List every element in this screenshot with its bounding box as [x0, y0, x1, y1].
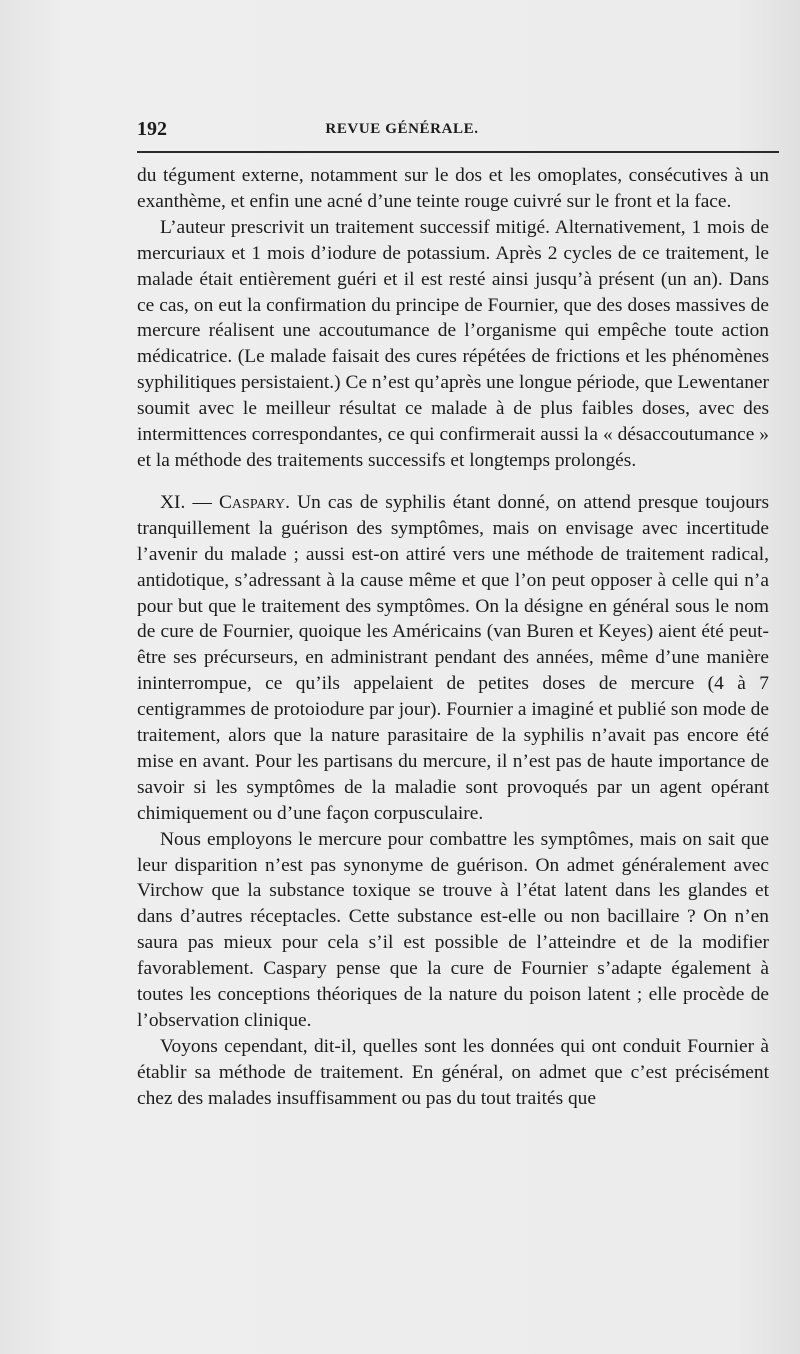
running-title: REVUE GÉNÉRALE. [325, 121, 479, 137]
page-header [137, 118, 777, 144]
section-number: XI. — [160, 491, 219, 513]
section-xi-paragraph [137, 490, 769, 827]
header-rule [137, 151, 779, 153]
paragraph-mercure: Nous employons le mercure pour combattre les symptômes, mais on sait que leur disparition n’est pas synonyme de guérison. On admet généralement avec Virchow que la substance toxique se trouve à l’état latent dans les glandes et dans d’autres réceptacles. Cette substance est-elle ou non bacillaire ? On n’en saura pas mieux pour cela s’il est possible de l’atteindre et de la modifier favorablement. Caspary pense que la cure de Fournier s’adapte également à toutes les conceptions théoriques de la nature du poison latent ; elle procède de l’observation clinique. [137, 828, 769, 1031]
paragraph-voyons: Voyons cependant, dit-il, quelles sont les données qui ont conduit Fournier à établir sa méthode de traitement. En général, on admet que c’est précisément chez des malades insuffisamment ou pas du tout traités que [137, 1035, 769, 1109]
page-number: 192 [137, 118, 167, 140]
section-text: . Un cas de syphilis étant donné, on attend presque toujours tranquillement la guérison des symptômes, mais on envisage avec incertitude l’avenir du malade ; aussi est-on attiré vers une méthode de traitement radical, antidotique, s’adressant à la cause même et que l’on peut opposer à celle qui n’a pour but que le traitement des symptômes. On la désigne en général sous le nom de cure de Fournier, quoique les Américains (van Buren et Keyes) aient été peut-être ses précurseurs, en administrant pendant des années, même d’une manière ininterrompue, ce qu’ils appelaient de petites doses de mercure (4 à 7 centigrammes de protoiodure par jour). Fournier a imaginé et publié son mode de traitement, alors que la nature parasitaire de la syphilis n’avait pas encore été mise en avant. Pour les partisans du mercure, il n’est pas de haute importance de savoir si les symptômes de la maladie sont provoqués par un agent opérant chimiquement ou d’une façon corpusculaire. [137, 491, 769, 824]
paragraph-treatment: L’auteur prescrivit un traitement successif mitigé. Alternativement, 1 mois de mercuriaux et 1 mois d’iodure de potassium. Après 2 cycles de ce traitement, le malade était entièrement guéri et il est resté ainsi jusqu’à présent (un an). Dans ce cas, on eut la confirmation du principe de Fournier, que des doses massives de mercure réalisent une accoutumance de l’organisme qui empêche toute action médicatrice. (Le malade faisait des cures répétées de frictions et les phénomènes syphilitiques persistaient.) Ce n’est qu’après une longue période, que Lewentaner soumit avec le meilleur résultat ce malade à de plus faibles doses, avec des intermittences correspondantes, ce qui confirmerait aussi la « désaccoutumance » et la méthode des traitements successifs et longtemps prolongés. [137, 216, 769, 471]
paragraph-continuation: du tégument externe, notamment sur le dos et les omoplates, consécutives à un exanthème, et enfin une acné d’une teinte rouge cuivré sur le front et la face. [137, 165, 769, 212]
body-text [137, 163, 769, 1112]
section-author: Caspary [218, 491, 286, 513]
